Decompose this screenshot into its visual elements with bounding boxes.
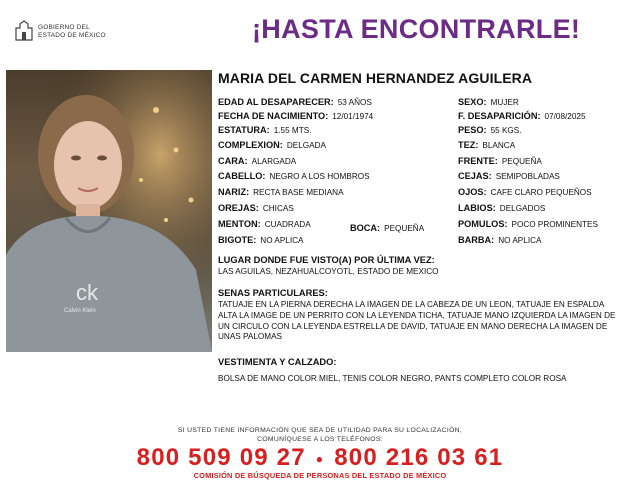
field-labios: [458, 202, 545, 215]
phone-numbers: [0, 444, 640, 472]
field-ojos-label: OJOS:: [458, 187, 487, 197]
field-sexo-value: MUJER: [490, 98, 519, 107]
marks-value: TATUAJE EN LA PIERNA DERECHA LA IMAGEN DE LA CABEZA DE UN LEON, TATUAJE EN ESPALDA ALTA LA IMAGE DE UN PERRITO CON LA LEYENDA TICHA, TATUAJE MANO IZQUIERDA LA IMAGEN DE UN CIRCULO CON LA LEYENDA ESTRELLA DE DAVID, TATUAJE EN MANO DERECHA LA IMAGEN DE UNAS PALOMAS: [218, 300, 616, 342]
field-cara-label: CARA:: [218, 156, 248, 166]
field-pomulos-value: POCO PROMINENTES: [511, 220, 598, 229]
field-f-desaparicion-label: F. DESAPARICIÓN:: [458, 111, 541, 121]
field-cejas: [458, 170, 560, 183]
photo-illustration: [6, 70, 212, 352]
field-barba-label: BARBA:: [458, 235, 495, 245]
field-bigote: [218, 234, 304, 247]
field-sexo: [458, 96, 519, 109]
field-fecha-nacimiento-label: FECHA DE NACIMIENTO:: [218, 111, 329, 121]
field-cejas-value: SEMIPOBLADAS: [495, 172, 560, 181]
field-sexo-label: SEXO:: [458, 97, 487, 107]
field-nariz-value: RECTA BASE MEDIANA: [253, 188, 344, 197]
clothing-value: BOLSA DE MANO COLOR MIEL, TENIS COLOR NEGRO, PANTS COMPLETO COLOR ROSA: [218, 374, 567, 383]
field-peso: [458, 124, 522, 137]
logo-line-2: ESTADO DE MÉXICO: [38, 32, 106, 39]
field-fecha-nacimiento-value: 12/01/1974: [332, 112, 374, 121]
footer-note-line-2: COMUNÍQUESE A LOS TELÉFONOS:: [257, 436, 383, 443]
bullet-dot-icon: ●: [315, 451, 325, 466]
field-ojos: [458, 186, 592, 199]
field-orejas-label: OREJAS:: [218, 203, 259, 213]
field-tez-label: TEZ:: [458, 140, 479, 150]
field-frente-value: PEQUEÑA: [501, 157, 542, 166]
field-barba: [458, 234, 541, 247]
field-cara-value: ALARGADA: [251, 157, 297, 166]
field-edad-value: 53 AÑOS: [337, 98, 372, 107]
phone-1: 800 509 09 27: [136, 444, 306, 471]
field-labios-label: LABIOS:: [458, 203, 496, 213]
field-tez-value: BLANCA: [482, 141, 516, 150]
field-f-desaparicion-value: 07/08/2025: [544, 112, 586, 121]
person-name: MARIA DEL CARMEN HERNANDEZ AGUILERA: [218, 70, 533, 86]
state-crest-icon: [14, 20, 34, 42]
field-barba-value: NO APLICA: [498, 236, 542, 245]
field-complexion-label: COMPLEXION:: [218, 140, 283, 150]
logo-line-1: GOBIERNO DEL: [38, 24, 90, 31]
field-nariz: [218, 186, 344, 199]
field-pomulos: [458, 218, 598, 231]
field-cabello-label: CABELLO:: [218, 171, 266, 181]
field-edad: [218, 96, 372, 109]
headline: ¡HASTA ENCONTRARLE!: [252, 14, 581, 44]
field-cara: [218, 155, 296, 168]
field-tez: [458, 139, 515, 152]
svg-text:ck: ck: [76, 280, 98, 305]
field-pomulos-label: POMULOS:: [458, 219, 508, 229]
field-peso-value: 55 KGS.: [490, 126, 522, 135]
government-logo: [14, 20, 124, 46]
field-fecha-nacimiento: [218, 110, 373, 123]
last-seen-value: LAS AGUILAS, NEZAHUALCOYOTL, ESTADO DE MEXICO: [218, 267, 439, 276]
field-boca-label: BOCA:: [350, 223, 381, 233]
phone-2: 800 216 03 61: [334, 444, 504, 471]
field-complexion-value: DELGADA: [286, 141, 326, 150]
field-nariz-label: NARIZ:: [218, 187, 250, 197]
field-estatura-label: ESTATURA:: [218, 125, 270, 135]
field-boca-value: PEQUEÑA: [384, 224, 425, 233]
field-edad-label: EDAD AL DESAPARECER:: [218, 97, 334, 107]
field-menton: [218, 218, 311, 231]
person-photo: [6, 70, 212, 352]
field-complexion: [218, 139, 326, 152]
clothing-label: VESTIMENTA Y CALZADO:: [218, 357, 337, 367]
field-frente-label: FRENTE:: [458, 156, 498, 166]
field-boca: [350, 222, 424, 235]
field-f-desaparicion: [458, 110, 586, 123]
field-orejas: [218, 202, 294, 215]
field-ojos-value: CAFE CLARO PEQUEÑOS: [490, 188, 592, 197]
field-cabello: [218, 170, 370, 183]
field-bigote-label: BIGOTE:: [218, 235, 257, 245]
field-peso-label: PESO:: [458, 125, 487, 135]
field-estatura-value: 1.55 MTS.: [273, 126, 312, 135]
footer-note-line-1: SI USTED TIENE INFORMACIÓN QUE SEA DE UTILIDAD PARA SU LOCALIZACIÓN,: [177, 427, 463, 434]
last-seen-label: LUGAR DONDE FUE VISTO(A) POR ÚLTIMA VEZ:: [218, 255, 435, 265]
field-cejas-label: CEJAS:: [458, 171, 492, 181]
field-labios-value: DELGADOS: [499, 204, 546, 213]
marks-label: SENAS PARTICULARES:: [218, 288, 328, 298]
field-estatura: [218, 124, 312, 137]
field-frente: [458, 155, 542, 168]
svg-text:Calvin Klein: Calvin Klein: [64, 308, 96, 314]
commission-name: COMISIÓN DE BÚSQUEDA DE PERSONAS DEL ESTADO DE MÉXICO: [193, 471, 447, 480]
field-bigote-value: NO APLICA: [260, 236, 304, 245]
field-menton-value: CUADRADA: [264, 220, 311, 229]
field-menton-label: MENTON:: [218, 219, 261, 229]
field-cabello-value: NEGRO A LOS HOMBROS: [269, 172, 370, 181]
field-orejas-value: CHICAS: [262, 204, 294, 213]
